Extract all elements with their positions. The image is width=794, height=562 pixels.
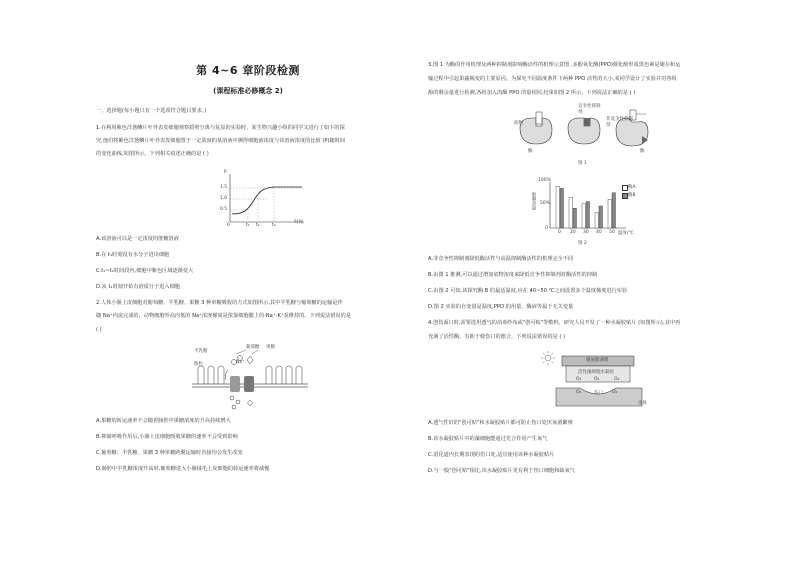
q2-label-fructose: 果糖 [266, 345, 275, 350]
q2-option-d: D.肠腔中半乳糖浓度升高时,葡萄糖进入小肠绒毛上皮细胞的转运速率将减慢 [96, 466, 270, 472]
fig2-xtick-0: 0 [558, 230, 561, 235]
q1-ylabel: P [224, 170, 227, 175]
q1-line-1: 1.在利用紫色洋葱鳞片叶外表皮细胞观察质壁分离与复原的实验时，某生物兴趣小组的同学又进行了如下的探 [96, 125, 345, 131]
q1-xtick-1: t₁ [246, 223, 250, 228]
q1-line-2: 究,他们将紫色洋葱鳞片叶外表皮细胞置于一定浓度的某溶液中测得细胞液浓度与该溶液浓度的比值 (P)随时间 [96, 138, 346, 144]
fig1-label-enzyme-1: 酶 [528, 149, 533, 154]
fig2-ytick-0: 0 [545, 226, 548, 231]
q1-xtick-0: 0 [227, 223, 230, 228]
glut5-transporter [244, 376, 254, 392]
fig2-ytick-50: 50% [540, 201, 551, 206]
q4-label-wound: 伤口 [594, 391, 603, 396]
fig2-bar [582, 204, 586, 228]
page-subtitle: (课程标准必修概念 2) [213, 87, 283, 95]
fig2-legend-swatch-a [622, 185, 628, 191]
q1-option-d: D.从 t₁时刻开始有溶质分子进入细胞 [96, 284, 181, 290]
q4-label-o2-2: O₂ [594, 377, 600, 382]
competitive-inhibitor-shape [584, 118, 590, 126]
q1-xtick-3: t₃ [272, 223, 276, 228]
q2-line-3: ( ) [96, 327, 102, 333]
fig2-bar [560, 188, 564, 228]
q4-option-a: A.透气性好的"创可贴"和水凝胶贴片都可防止伤口处厌氧菌繁殖 [428, 420, 573, 426]
fig2-xtick-50: 50 [609, 230, 615, 235]
q1-ytick-1: 1.5 [220, 185, 228, 190]
q4-label-membrane: 聚氨酯薄膜 [586, 358, 609, 363]
fig2-xlabel: 温度/℃ [618, 231, 634, 236]
q3-line-2: 输过程中引起果蔬褐变的主要原因。为探究不同温度条件下两种 PPO 活性的大小,某同学设计了实验并对各组 [428, 76, 677, 82]
q1-ytick-3: 0.5 [220, 207, 228, 212]
substrate-shape [536, 112, 542, 124]
q2-label-lumen: 肠腔 [194, 362, 203, 367]
q4-label-skin: 皮肤 [638, 401, 647, 406]
q4-line-1: 4.创伤面口时,需要选用透气的消毒纱布或"创可贴"等敷料，研究人员开发了一种水凝胶贴片 (如图所示),其中再 [428, 320, 681, 326]
q4-label-o2-5: O₂ [612, 390, 618, 395]
q1-option-c: C.t₁~t₂时间段内,细胞中紫色区域逐渐变大 [96, 268, 194, 274]
q4-line-2: 充满了活性酶，有助于便伤口的愈合。下列说法错误的是 ( ) [428, 334, 566, 340]
q2-label-na: Na⁺ [236, 360, 245, 365]
q4-label-o2-4: O₂ [576, 390, 582, 395]
q1-xlabel: 时间 [294, 220, 303, 225]
q2-label-galactose: 半乳糖 [194, 349, 208, 354]
q2-line-2: 随 Na⁺内流完成的，动物细胞外高内低的 Na⁺浓度梯度是依靠细胞膜上的 Na⁺-K⁺泵维持的。下列说法错误的是 [96, 313, 352, 319]
fig2-ylabel: 酚剩余量 [531, 192, 536, 210]
q4-label-gel: 活性藻细胞水凝胶 [578, 370, 614, 375]
fig2-xtick-40: 40 [596, 230, 602, 235]
q2-option-a: A.果糖的转运速率不会随着肠腔中果糖浓度的升高持续增大 [96, 418, 231, 424]
q1-option-b: B.在 t₁时刻没有水分子进出细胞 [96, 252, 170, 258]
sglt-transporter [230, 376, 240, 392]
q2-option-c: C.葡萄糖、半乳糖、果糖 3 种单糖跨膜运输时直接均会发生改变 [96, 450, 243, 456]
q1-ytick-2: 1.0 [220, 196, 228, 201]
q3-option-d: D.图 2 实验的自变量是温度,PPO 的用量、酶液等属于无关变量 [428, 304, 574, 310]
fig2-legend-swatch-b [622, 193, 628, 199]
q1-xtick-2: t₂ [256, 223, 260, 228]
q4-label-o2-3: O₂ [614, 377, 620, 382]
fig2-legend-a: 酶A [628, 185, 636, 190]
q2-label-glucose: 葡萄糖 [246, 345, 260, 350]
fig2-bar [556, 186, 560, 228]
q2-line-1: 2.人体小肠上皮细胞对葡萄糖、半乳糖、果糖 3 种单糖吸收的方式如图所示,其中半乳糖与葡萄糖的运输是伴 [96, 300, 343, 306]
fig1-label-substrate: 底物 [514, 121, 523, 126]
section-heading: 一、选择题(每小题只有一个选项符合题目要求。) [96, 108, 207, 114]
fig1-caption: 图 1 [578, 161, 587, 166]
q1-line-3: 的变化曲线,如图所示。下列相关叙述正确的是 ( ) [96, 151, 209, 157]
fig2-bar [599, 206, 603, 228]
q4-option-b: B.该水凝胶贴片中的藻细胞能通过光合作用产生氧气 [428, 436, 548, 442]
q4-option-c: C.消化道内长期表现的伤口处,适宜使用该种水凝胶贴片 [428, 452, 555, 458]
fig2-bar [608, 199, 612, 228]
fig2-bar [569, 197, 573, 228]
q1-option-a: A.该溶液可以是一定浓度的蔗糖溶液 [96, 236, 179, 242]
q3-line-3: 酚的剩余量进行检测,各组加入的酶 PPO 的量相同,结果如图 2 所示。下列说法正确的是 ( ) [428, 90, 636, 96]
fig2-xtick-30: 30 [583, 230, 589, 235]
fig2-bar [612, 193, 616, 228]
fig2-caption: 图 2 [578, 241, 587, 246]
fig2-bar [573, 208, 577, 228]
q3-line-1: 3.图 1 为酶的作用机理及两种抑制剂影响酶活性的机理示意图 ,多酚氧化酶(PPO)催化酚形成黑色素是储存和运 [428, 62, 681, 68]
fig2-bar [586, 202, 590, 228]
fig2-legend-b: 酶B [628, 193, 636, 198]
page-title: 第 4~6 章阶段检测 [196, 64, 300, 77]
q3-option-b: B.由图 1 推测,可以通过增加底物浓度来降低竞争性抑制剂对酶活性的抑制 [428, 272, 598, 278]
q2-option-b: B.抑制呼吸作用后,小肠上皮细胞吸收果糖的速率不会受到影响 [96, 434, 238, 440]
q4-option-d: D.与一般"创可贴"相比,该水凝胶贴片更有利于伤口细胞和缺氧气 [428, 468, 575, 474]
fig2-xtick-20: 20 [570, 230, 576, 235]
q3-fig2-chart [536, 176, 632, 236]
fig1-label-noncompetitive: 非竞争性抑制剂 [606, 117, 633, 128]
fig1-label-competitive: 竞争性抑制剂 [578, 104, 601, 115]
fig2-bar [595, 213, 599, 228]
fig1-label-enzyme-3: 酶 [640, 149, 645, 154]
sun-icon [541, 351, 555, 365]
q3-option-c: C.由图 2 可知,该探究酶 B 的最适温度,应在 40~50 ℃之间设置多个温度梯度进行实验 [428, 288, 628, 294]
fig2-ytick-100: 100% [538, 178, 551, 183]
q3-option-a: A.非竞争性抑制剂降低酶活性与高温抑制酶活性的机理完全不同 [428, 256, 574, 262]
q4-label-o2-1: O₂ [576, 377, 582, 382]
